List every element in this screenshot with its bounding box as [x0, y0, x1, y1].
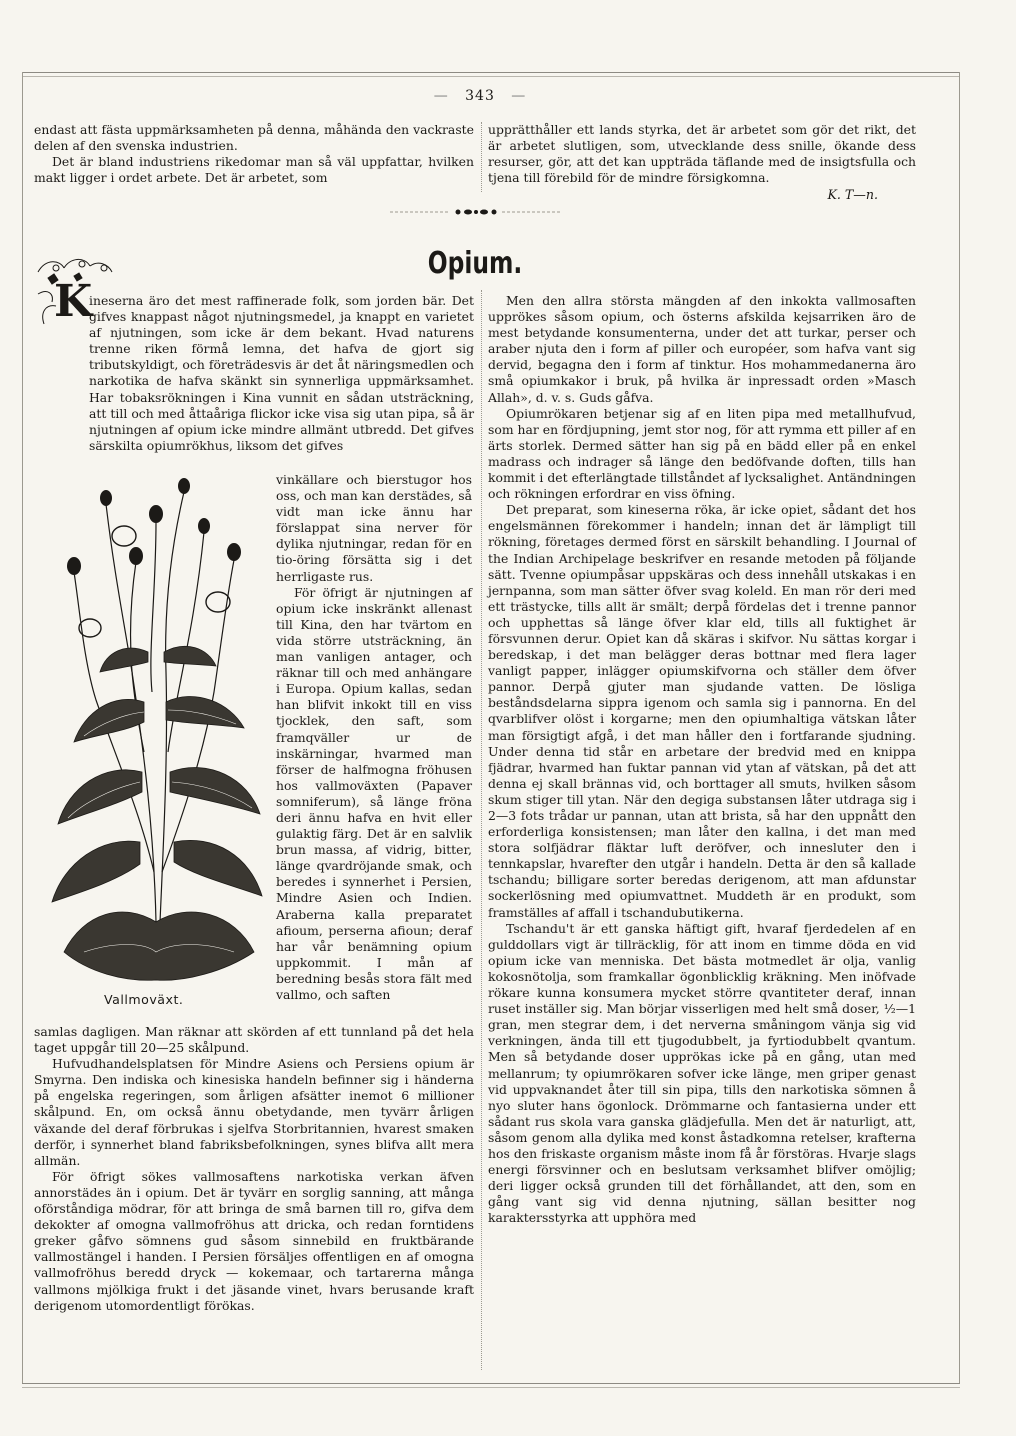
right-para-4: Tschandu't är ett ganska häftigt gift, hvaraf fjerdedelen af en gulddollars vigt är tillräcklig, för att inom en timme döda en vid opium icke van menniska. Det bästa motmedlet är olja, vanlig kokosnötolja, som framkallar ögonblicklig kräkning. Men inöfvade rökare kunna konsumera mycket större qvantiteter deraf, innan ruset inställer sig. Man börjar visserligen med helt små doser, ½—1 gran, men stegrar dem, i det nerverna småningom vänja sig vid verkningen, ända till ett tjugodubbelt, ja fyrtiodubbelt qvantum. Men så betydande doser upprökas icke på en gång, utan med mellanrum; ty opiumrökaren sofver icke länge, men griper genast vid uppvaknandet åter till sin pipa, tills den narkotiska sömnen å nyo sluter hans ögonlock. Drömmarne och fantasierna under ett sådant rus skola vara ganska glädjefulla. Men det är naturligt, att, såsom genom alla dylika med konst åstadkomna retelser, krafterna hos den friskaste organism måste inom få år förstöras. Hvarje slags energi försvinner och en beslutsam verksamhet blifver omöjlig; deri ligger också grunden till det förhållandet, att den, som en gång vant sig vid denna njutning, sällan besitter nog karaktersstyrka att upphöra med: [488, 920, 916, 1226]
article-left-bottom: [34, 1024, 474, 1314]
left-intro-para: ineserna äro det mest raffinerade folk, som jorden bär. Det gifves knappast något njutningsmedel, ja knappt en varietet af njutningen, som icke är dem bekant. Hvad naturens trenne riken förmå lemna, det hafva de gjort sig tributskyldigt, och företrädesvis är det åt näringsmedlen och narkotika de hafva skänkt sin synnerliga uppmärksamhet. Har tobaksrökningen i Kina vunnit en sådan utsträckning, att till och med åttaåriga flickor icke visa sig utan pipa, så är njutningen af opium icke mindre allmänt utbredd. Det gifves särskilta opiumrökhus, liksom det gifves: [89, 293, 474, 453]
article-wrap-text: [276, 472, 472, 1003]
ornament-divider-icon: [390, 206, 560, 218]
frame-bottom-rule-inner: [22, 1387, 960, 1388]
frame-bottom-rule: [22, 1383, 960, 1384]
frame-top-rule: [22, 72, 960, 73]
previous-article-right: [488, 122, 916, 186]
page-number-line: [0, 88, 960, 104]
poppy-plant-illustration: [44, 452, 270, 1000]
previous-article-left: [34, 122, 474, 186]
page-dash-right: —: [511, 88, 527, 104]
column-divider-top: [481, 122, 482, 192]
article-left-intro: [34, 293, 474, 454]
left-bottom-para-3: För öfrigt sökes vallmosaftens narkotiska verkan äfven annorstädes än i opium. Det är tyvärr en sorglig sanning, att många oförståndiga mödrar, för att bringa de små barnen till ro, gifva dem dekokter af omogna vallmofröhus att dricka, och redan forntidens greker gåfvo sömnens gud såsom sinnebild en fruktbärande vallmostängel i handen. I Persien försäljes offentligen en af omogna vallmofröhus beredd dryck — kokemaar, och tartarerna många vallmons mjölkiga frukt i det jäsande vinet, hvars berusande kraft derigenom utomordentligt förökas.: [34, 1168, 474, 1313]
left-bottom-para-2: Hufvudhandelsplatsen för Mindre Asiens och Persiens opium är Smyrna. Den indiska och kinesiska handeln befinner sig i händerna på engelska regeringen, som årligen afsätter inemot 6 millioner skålpund. En, om också ännu obetydande, men tyvärr årligen växande del deraf förbrukas i sjelfva Storbritannien, hvarest smaken derför, i synnerhet bland fabriksbefolkningen, synes blifva allt mera allmän.: [34, 1056, 474, 1168]
page-number: 343: [465, 88, 495, 104]
column-divider-main: [481, 290, 482, 1370]
page-dash-left: —: [433, 88, 449, 104]
article-title: Opium.: [427, 246, 523, 281]
prev-left-para-1: endast att fästa uppmärksamheten på denna, måhända den vackraste delen af den svenska industrien.: [34, 122, 474, 154]
right-para-3: Det preparat, som kineserna röka, är icke opiet, sådant det hos engelsmännen förekommer i handeln; innan det är lämpligt till rökning, företages dermed först en särskilt behandling. I Journal of the Indian Archipelage beskrifver en resande metoden på följande sätt. Tvenne opiumpåsar uppskäras och dess innehåll utskakas i en jernpanna, som man sätter öfver svag koleld. En man rör deri med ett trästycke, tills allt är smält; derpå fördelas det i trenne pannor och upphettas så länge öfver klar eld, tills all fuktighet är försvunnen derur. Opiet kan då skäras i skifvor. Nu sättas korgar i beredskap, i det man belägger deras bottnar med flera lager vanligt papper, inlägger opiumskifvorna och ställer dem öfver pannor. Derpå gjuter man sjudande vatten. De lösliga beståndsdelarna sippra igenom och samla sig i pannorna. En del qvarblifver olöst i korgarne; men den opiumhaltiga vätskan låter man försigtigt afgå, i det man håller den i fortfarande sjudning. Under denna tid står en arbetare der bredvid med en knippa fjädrar, hvarmed han fuktar pannan vid ytan af vätskan, på det att denna ej skall brännas vid, och borttager all smuts, hvilken såsom skum stiger till ytan. När den degiga substansen låter utdraga sig i 2—3 fots trådar ur pannan, utan att brista, så har den uppnått den erforderliga konsistensen; man låter den kallna, i det man med stora solfjädrar fläktar luft deröfver, och innesluter den i tennkapslar, hvarefter den utgår i handeln. Detta är den så kallade tschandu; billigare sorter beredas derigenom, att man afdunstar sockerlösning med opiumvattnet. Muddeth är en produkt, som framställes af affall i tschandubutikerna.: [488, 502, 916, 920]
illustration-caption: Vallmoväxt.: [104, 992, 184, 1007]
right-para-1: Men den allra största mängden af den inkokta vallmosaften upprökes såsom opium, och österns afskilda kejsarriken äro de mest betydande konsumenterna, under det att turkar, perser och araber njuta den i form af piller och européer, som hafva vant sig dervid, begagna den i form af tinktur. Hos mohammedanerna äro små opiumkakor i bruk, på hvilka är inpressadt orden »Masch Allah», d. v. s. Guds gåfva.: [488, 293, 916, 405]
frame-top-rule-inner: [22, 76, 960, 77]
frame-right-rule: [959, 72, 960, 1384]
left-bottom-para-1: samlas dagligen. Man räknar att skörden af ett tunnland på det hela taget uppgår till 20—25 skålpund.: [34, 1024, 474, 1056]
wrap-para-2: För öfrigt är njutningen af opium icke inskränkt allenast till Kina, den har tvärtom en vida större utsträckning, än man vanligen antager, och räknar till och med anhängare i Europa. Opium kallas, sedan han blifvit inkokt till en viss tjocklek, den saft, som framqväller ur de inskärningar, hvarmed man förser de halfmogna fröhusen hos vallmoväxten (Papaver somniferum), så länge fröna deri ännu hafva en hvit eller gulaktig färg. Det är en salvlik brun massa, af vidrig, bitter, länge qvardröjande smak, och beredes i synnerhet i Persien, Mindre Asien och Indien. Araberna kalla preparatet afioum, perserna afioun; deraf har vår benämning opium uppkommit. I mån af beredning besås stora fält med vallmo, och saften: [276, 584, 472, 1002]
frame-left-rule: [22, 72, 23, 1384]
wrap-para-1: vinkällare och bierstugor hos oss, och man kan derstädes, så vidt man icke ännu har förslappat sina nerver för dylika njutningar, redan för en tio-öring försätta sig i det herrligaste rus.: [276, 472, 472, 584]
article-signature: K. T—n.: [827, 187, 878, 202]
article-right-column: [488, 293, 916, 1226]
dropcap-letter: K: [54, 276, 93, 327]
prev-right-para: upprätthåller ett lands styrka, det är arbetet som gör det rikt, det är arbetet slutligen, som, utvecklande dess snille, ökande dess resurser, gör, att det kan uppträda täflande med de insigtsfulla och tjena till förebild för de mindre försigkomna.: [488, 122, 916, 186]
right-para-2: Opiumrökaren betjenar sig af en liten pipa med metallhufvud, som har en fördjupning, jemt stor nog, för att rymma ett piller af en ärts storlek. Dermed sätter han sig på en bädd eller på en enkel madrass och indrager så länge den bedöfvande doften, tills han kommit i det efterlängtade tillståndet af lycksalighet. Antändningen och rökningen erfordrar en viss öfning.: [488, 405, 916, 502]
prev-left-para-2: Det är bland industriens rikedomar man så väl uppfattar, hvilken makt ligger i ordet arbete. Det är arbetet, som: [34, 154, 474, 186]
